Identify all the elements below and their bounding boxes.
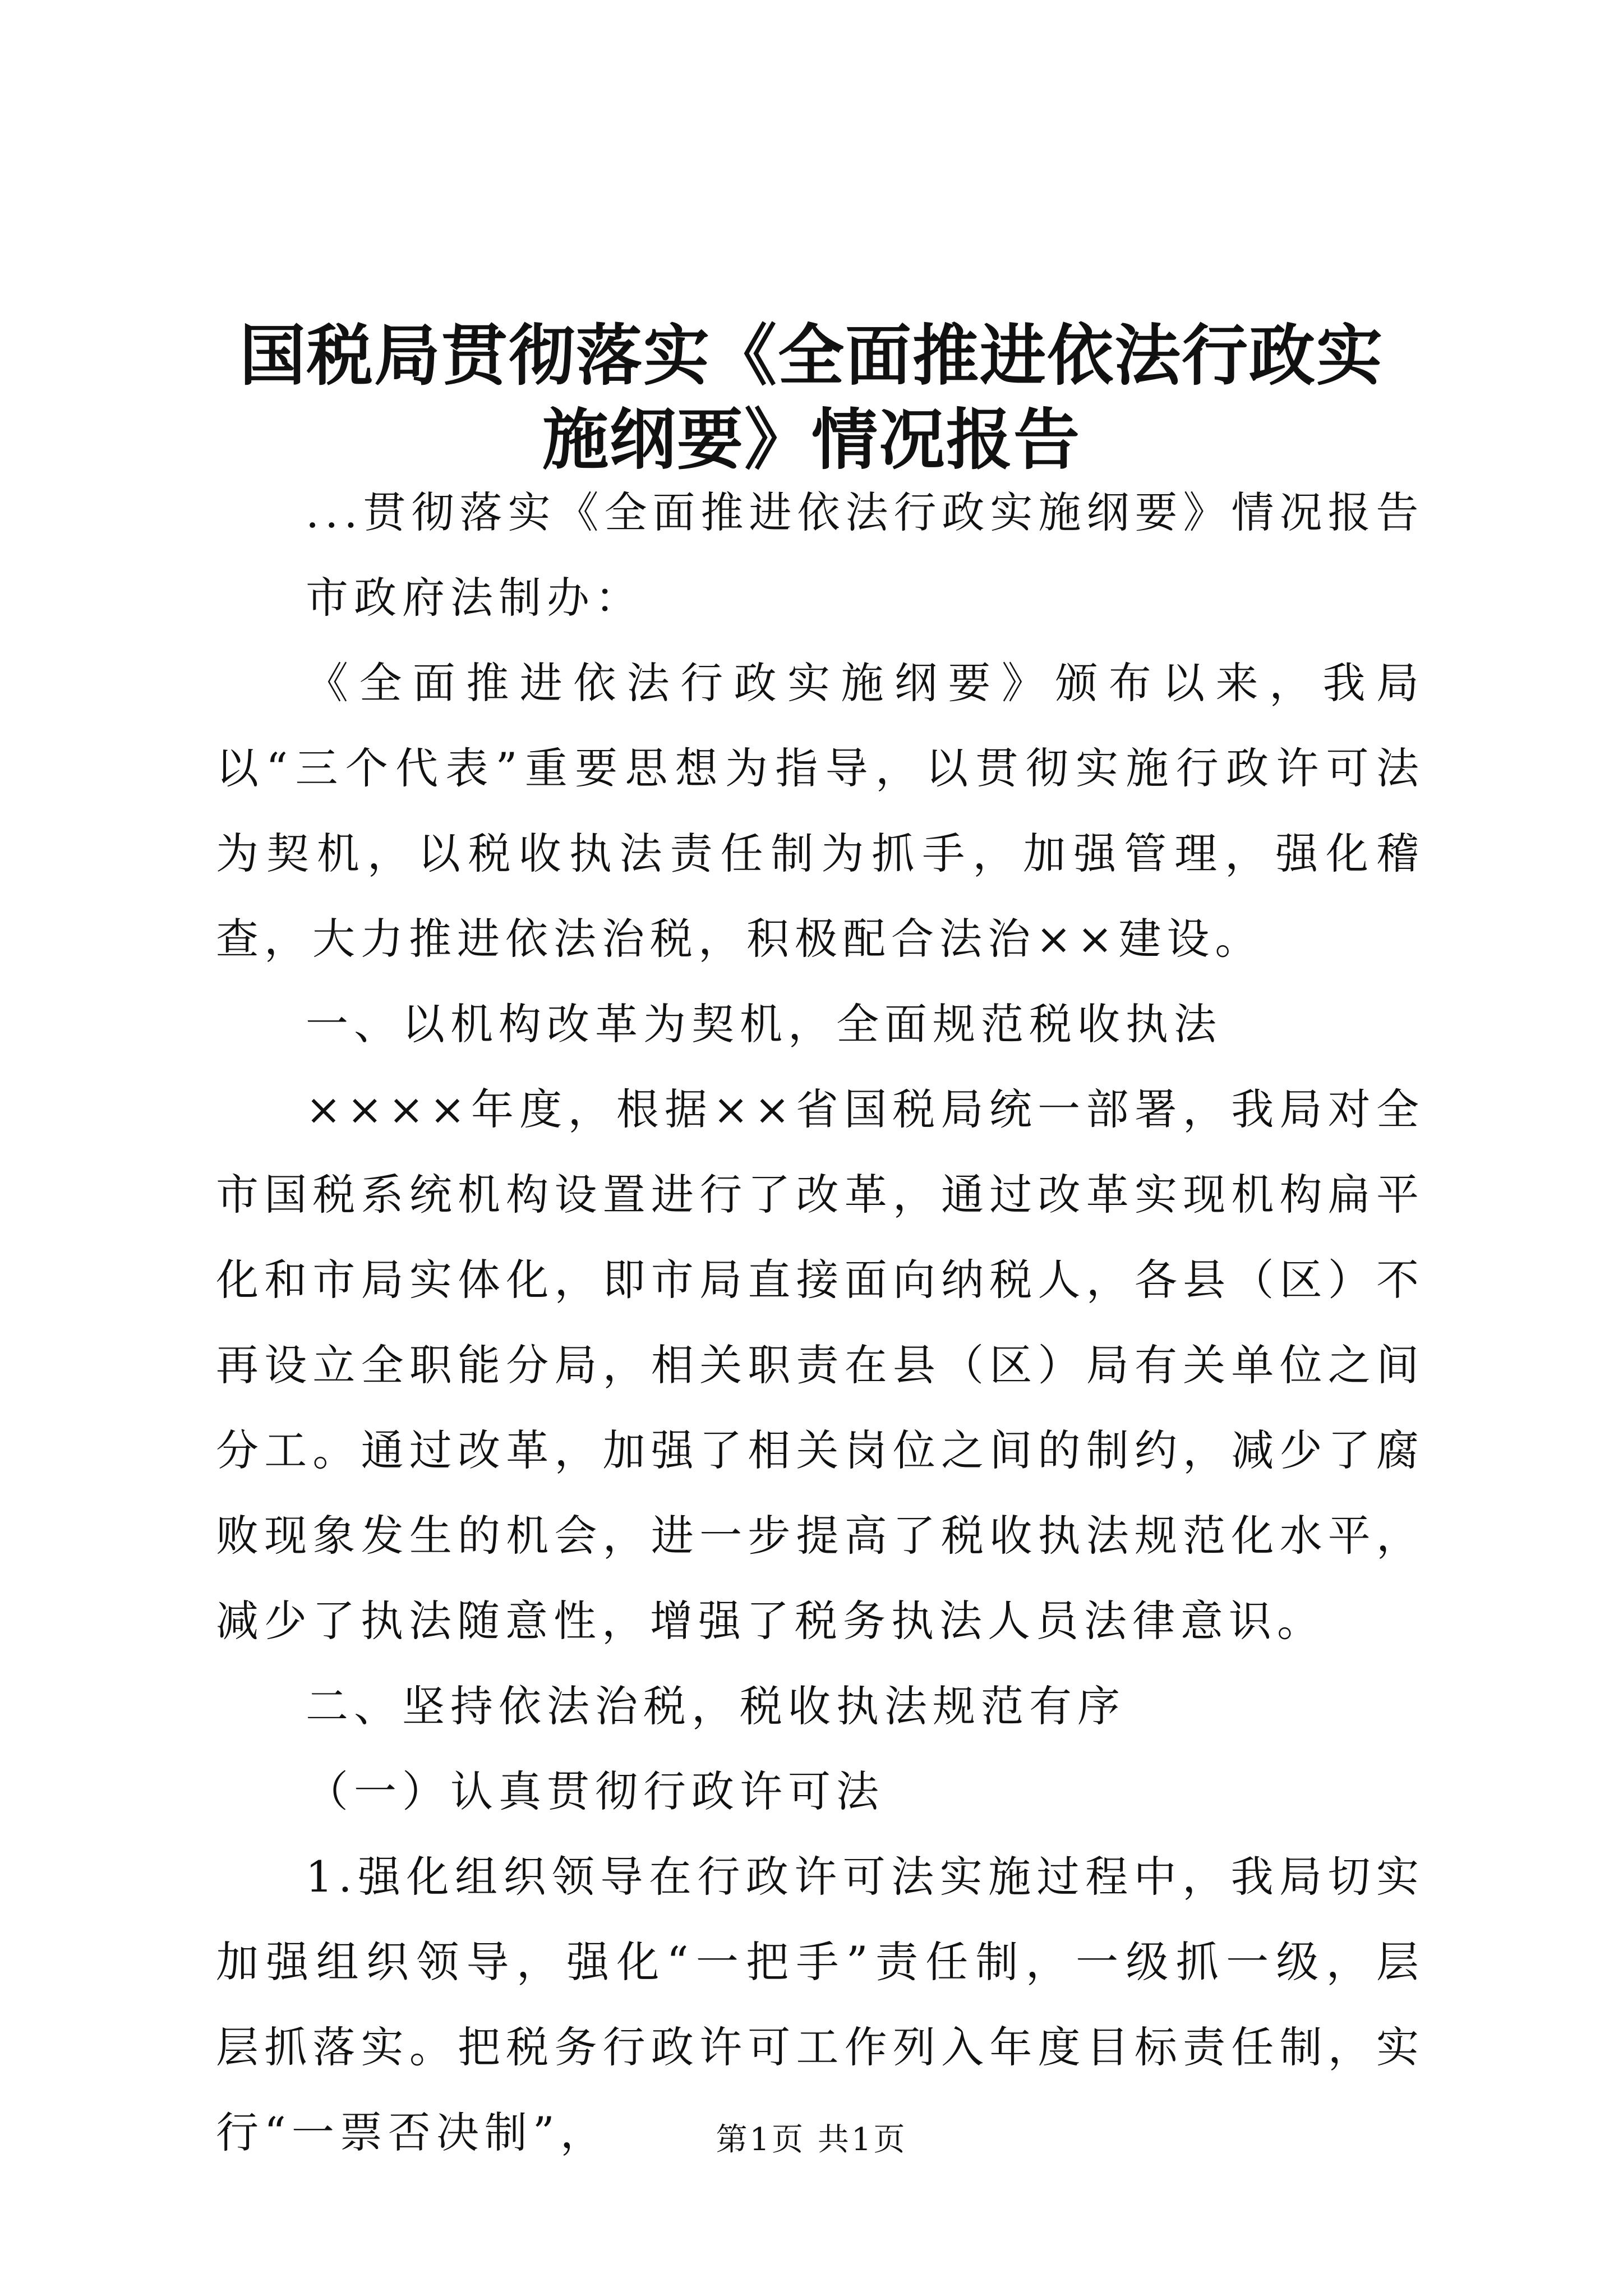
- section-heading-1: 一、以机构改革为契机，全面规范税收执法: [306, 999, 1222, 1049]
- paragraph-heading-line: ...贯彻落实《全面推进依法行政实施纲要》情况报告: [306, 487, 1424, 537]
- paragraph-leadership: 1.强化组织领导在行政许可法实施过程中，我局切实加强组织领导，强化“一把手”责任制，一级抓一级，层层抓落实。把税务行政许可工作列入年度目标责任制，实行“一票否决制”，: [216, 1852, 1424, 2157]
- paragraph-reform: ××××年度，根据××省国税局统一部署，我局对全市国税系统机构设置进行了改革，通过改革实现机构扁平化和市局实体化，即市局直接面向纳税人，各县（区）不再设立全职能分局，相关职责在县（区）局有关单位之间分工。通过改革，加强了相关岗位之间的制约，减少了腐败现象发生的机会，进一步提高了税收执法规范化水平，减少了执法随意性，增强了税务执法人员法律意识。: [216, 1084, 1424, 1646]
- document-body: [216, 470, 1424, 2175]
- page-footer: 第1页 共1页: [716, 2122, 907, 2158]
- subsection-heading-1: （一）认真贯彻行政许可法: [306, 1766, 884, 1816]
- paragraph-addressee: 市政府法制办：: [306, 573, 643, 623]
- paragraph-intro: 《全面推进依法行政实施纲要》颁布以来，我局以“三个代表”重要思想为指导，以贯彻实施行政许可法为契机，以税收执法责任制为抓手，加强管理，强化稽查，大力推进依法治税，积极配合法治××建设。: [216, 658, 1424, 964]
- document-title: 国税局贯彻落实《全面推进依法行政实施纲要》情况报告: [239, 316, 1384, 479]
- section-heading-2: 二、坚持依法治税，税收执法规范有序: [306, 1681, 1126, 1731]
